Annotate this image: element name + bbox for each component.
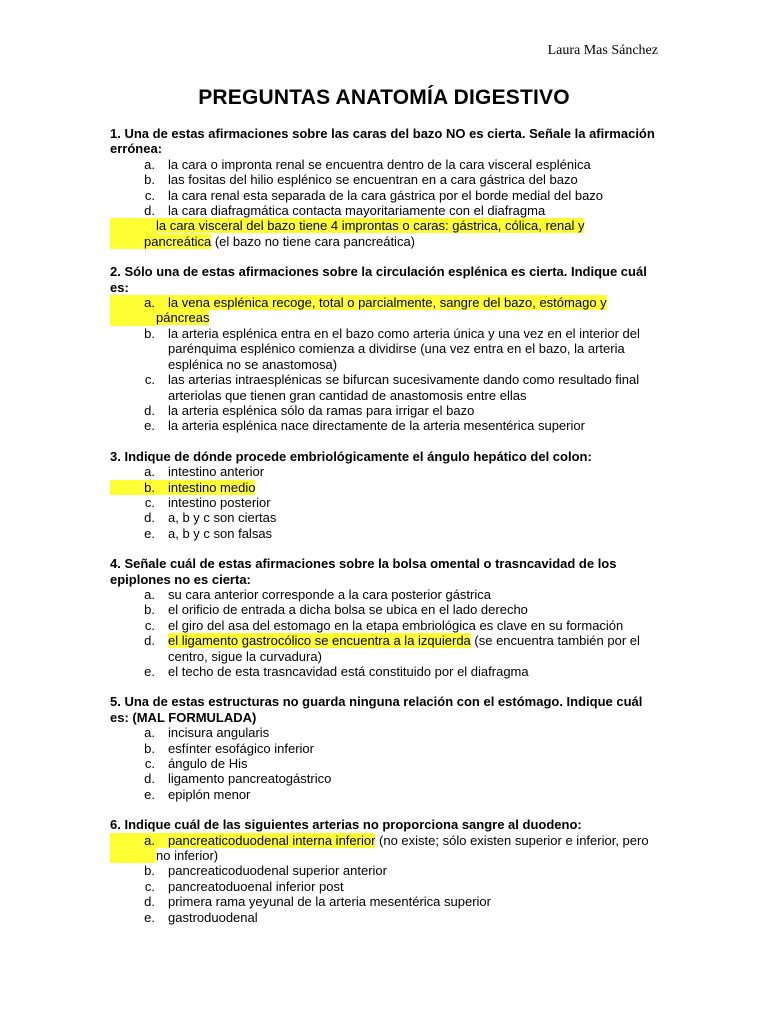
option-text — [156, 372, 656, 403]
option-text — [156, 741, 656, 756]
option-text — [156, 664, 656, 679]
answer-note: (no existe; sólo existen superior e inferior, pero no inferior) — [156, 832, 649, 864]
option-a — [110, 157, 658, 172]
option-d — [110, 894, 658, 909]
option-label: esfínter esofágico inferior — [168, 740, 314, 756]
option-text — [156, 188, 656, 203]
question-2 — [110, 264, 658, 433]
option-text — [156, 495, 656, 510]
option-d — [110, 403, 658, 418]
option-text — [156, 863, 656, 878]
option-text — [156, 787, 656, 802]
option-text — [156, 295, 656, 326]
option-letter: a. — [144, 586, 155, 602]
option-letter: d. — [144, 894, 155, 910]
option-letter: e. — [144, 664, 155, 679]
option-text — [156, 418, 656, 433]
option-text — [156, 725, 656, 740]
option-label: intestino posterior — [168, 494, 271, 510]
option-e — [110, 418, 658, 433]
option-label: gastroduodenal — [168, 909, 258, 925]
option-letter: b. — [144, 325, 155, 341]
option-d — [110, 203, 658, 218]
option-e — [110, 787, 658, 802]
option-label: su cara anterior corresponde a la cara posterior gástrica — [168, 586, 491, 602]
option-c — [110, 756, 658, 771]
option-letter: d. — [144, 510, 155, 526]
option-text — [156, 879, 656, 894]
option-letter: d. — [144, 402, 155, 418]
option-letter: e. — [144, 786, 155, 802]
option-b — [110, 863, 658, 878]
option-b — [110, 326, 658, 372]
page-title: PREGUNTAS ANATOMÍA DIGESTIVO — [198, 86, 570, 109]
option-label: ángulo de His — [168, 756, 248, 772]
option-text — [156, 602, 656, 617]
option-letter: e. — [144, 418, 155, 434]
option-a — [110, 725, 658, 740]
question-5 — [110, 694, 658, 802]
option-letter: a. — [144, 156, 155, 172]
question-3 — [110, 449, 658, 541]
highlighted-answer: la vena esplénica recoge, total o parcialmente, sangre del bazo, estómago y páncreas — [156, 295, 607, 326]
question-text: 5. Una de estas estructuras no guarda ninguna relación con el estómago. Indique cuál es: (MAL FORMULADA) — [110, 694, 643, 725]
option-text — [156, 910, 656, 925]
option-text — [156, 618, 656, 633]
option-e — [110, 664, 658, 679]
option-letter: c. — [144, 756, 155, 772]
option-label: a, b y c son ciertas — [168, 510, 277, 526]
option-letter: d. — [144, 633, 155, 649]
option-c — [110, 618, 658, 633]
option-b — [110, 741, 658, 756]
option-letter: e. — [144, 909, 155, 925]
option-label: epiplón menor — [168, 786, 251, 802]
option-text — [156, 157, 656, 172]
option-letter: a. — [144, 725, 155, 741]
option-label: pancreaticoduodenal superior anterior — [168, 863, 387, 879]
option-text — [156, 587, 656, 602]
option-label: incisura angularis — [168, 725, 270, 741]
question-1 — [110, 126, 658, 249]
option-text — [156, 464, 656, 479]
option-text — [156, 526, 656, 541]
highlighted-answer: la cara visceral del bazo tiene 4 improntas o caras: gástrica, cólica, renal y pancreática — [144, 218, 585, 249]
option-letter: a. — [110, 833, 156, 864]
option-letter: c. — [144, 878, 155, 894]
option-e — [110, 526, 658, 541]
question-text: 6. Indique cuál de las siguientes arterias no proporciona sangre al duodeno: — [110, 817, 582, 833]
option-e — [110, 910, 658, 925]
option-letter: b. — [144, 172, 155, 188]
option-label: ligamento pancreatogástrico — [168, 771, 332, 787]
highlighted-answer: pancreaticoduodenal interna inferior — [156, 833, 375, 848]
option-text — [156, 480, 656, 495]
highlighted-answer: intestino medio — [156, 480, 255, 495]
option-b-correct — [110, 480, 658, 495]
author-name: Laura Mas Sánchez — [547, 43, 658, 58]
option-label: el giro del asa del estomago en la etapa embriológica es clave en su formación — [168, 617, 624, 633]
option-letter: e. — [144, 525, 155, 541]
option-label: primera rama yeyunal de la arteria mesentérica superior — [168, 894, 491, 910]
option-d-correct — [110, 633, 658, 664]
option-text — [156, 172, 656, 187]
option-c — [110, 188, 658, 203]
question-text: 2. Sólo una de estas afirmaciones sobre la circulación esplénica es cierta. Indique cuál es: — [110, 264, 647, 295]
option-label: a, b y c son falsas — [168, 525, 273, 541]
option-letter: c. — [144, 617, 155, 633]
option-letter: a. — [110, 295, 156, 326]
answer-note: (se encuentra también por el centro, sigue la curvadura) — [168, 633, 640, 664]
option-text — [156, 833, 656, 864]
option-c — [110, 495, 658, 510]
option-b — [110, 172, 658, 187]
option-letter: b. — [144, 863, 155, 879]
option-letter: b. — [144, 602, 155, 618]
highlighted-answer: el ligamento gastrocólico se encuentra a la izquierda — [168, 633, 471, 649]
option-letter: c. — [144, 372, 155, 388]
option-a — [110, 587, 658, 602]
option-a-correct — [110, 833, 658, 864]
option-a — [110, 464, 658, 479]
question-list — [110, 126, 658, 940]
option-letter: c. — [144, 494, 155, 510]
question-4 — [110, 556, 658, 679]
option-letter: c. — [144, 187, 155, 203]
option-label: la cara renal esta separada de la cara gástrica por el borde medial del bazo — [168, 187, 604, 203]
option-label: el techo de esta trasncavidad está constituido por el diafragma — [168, 664, 529, 679]
option-letter: d. — [144, 771, 155, 787]
option-e-correct — [110, 218, 658, 249]
option-text — [156, 633, 656, 664]
option-letter: b. — [144, 740, 155, 756]
option-a-correct — [110, 295, 658, 326]
option-letter: b. — [110, 480, 156, 495]
option-text — [144, 218, 644, 249]
question-text: 4. Señale cuál de estas afirmaciones sobre la bolsa omental o trasncavidad de los epiplones no es cierta: — [110, 556, 617, 587]
option-text — [156, 203, 656, 218]
option-label: las arterias intraesplénicas se bifurcan sucesivamente dando como resultado final arteriolas que tienen gran cantidad de anastomosis entre ellas — [168, 372, 640, 403]
option-c — [110, 372, 658, 403]
option-label: las fositas del hilio esplénico se encuentran en a cara gástrica del bazo — [168, 172, 578, 188]
option-letter: a. — [144, 464, 155, 480]
answer-note: (el bazo no tiene cara pancreática) — [211, 233, 416, 249]
question-text: 1. Una de estas afirmaciones sobre las caras del bazo NO es cierta. Señale la afirmación errónea: — [110, 126, 655, 157]
option-label: la arteria esplénica entra en el bazo como arteria única y una vez en el interior del parénquima esplénico comienza a dividirse (una vez entra en el bazo, la arteria esplénica no se anastomosa) — [168, 325, 640, 372]
option-text — [156, 510, 656, 525]
option-text — [156, 756, 656, 771]
option-d — [110, 771, 658, 786]
option-text — [156, 403, 656, 418]
option-text — [156, 894, 656, 909]
option-text — [156, 326, 656, 372]
option-b — [110, 602, 658, 617]
option-c — [110, 879, 658, 894]
option-label: la arteria esplénica nace directamente de la arteria mesentérica superior — [168, 418, 585, 434]
option-label: pancreatoduoenal inferior post — [168, 878, 344, 894]
question-text: 3. Indique de dónde procede embriológicamente el ángulo hepático del colon: — [110, 448, 592, 464]
option-d — [110, 510, 658, 525]
option-text — [156, 771, 656, 786]
option-letter: d. — [144, 203, 155, 219]
option-label: intestino anterior — [168, 464, 265, 480]
option-label: la cara diafragmática contacta mayoritariamente con el diafragma — [168, 203, 546, 219]
option-label: la cara o impronta renal se encuentra dentro de la cara visceral esplénica — [168, 156, 591, 172]
question-6 — [110, 817, 658, 925]
option-label: la arteria esplénica sólo da ramas para irrigar el bazo — [168, 402, 475, 418]
option-label: el orificio de entrada a dicha bolsa se ubica en el lado derecho — [168, 602, 528, 618]
